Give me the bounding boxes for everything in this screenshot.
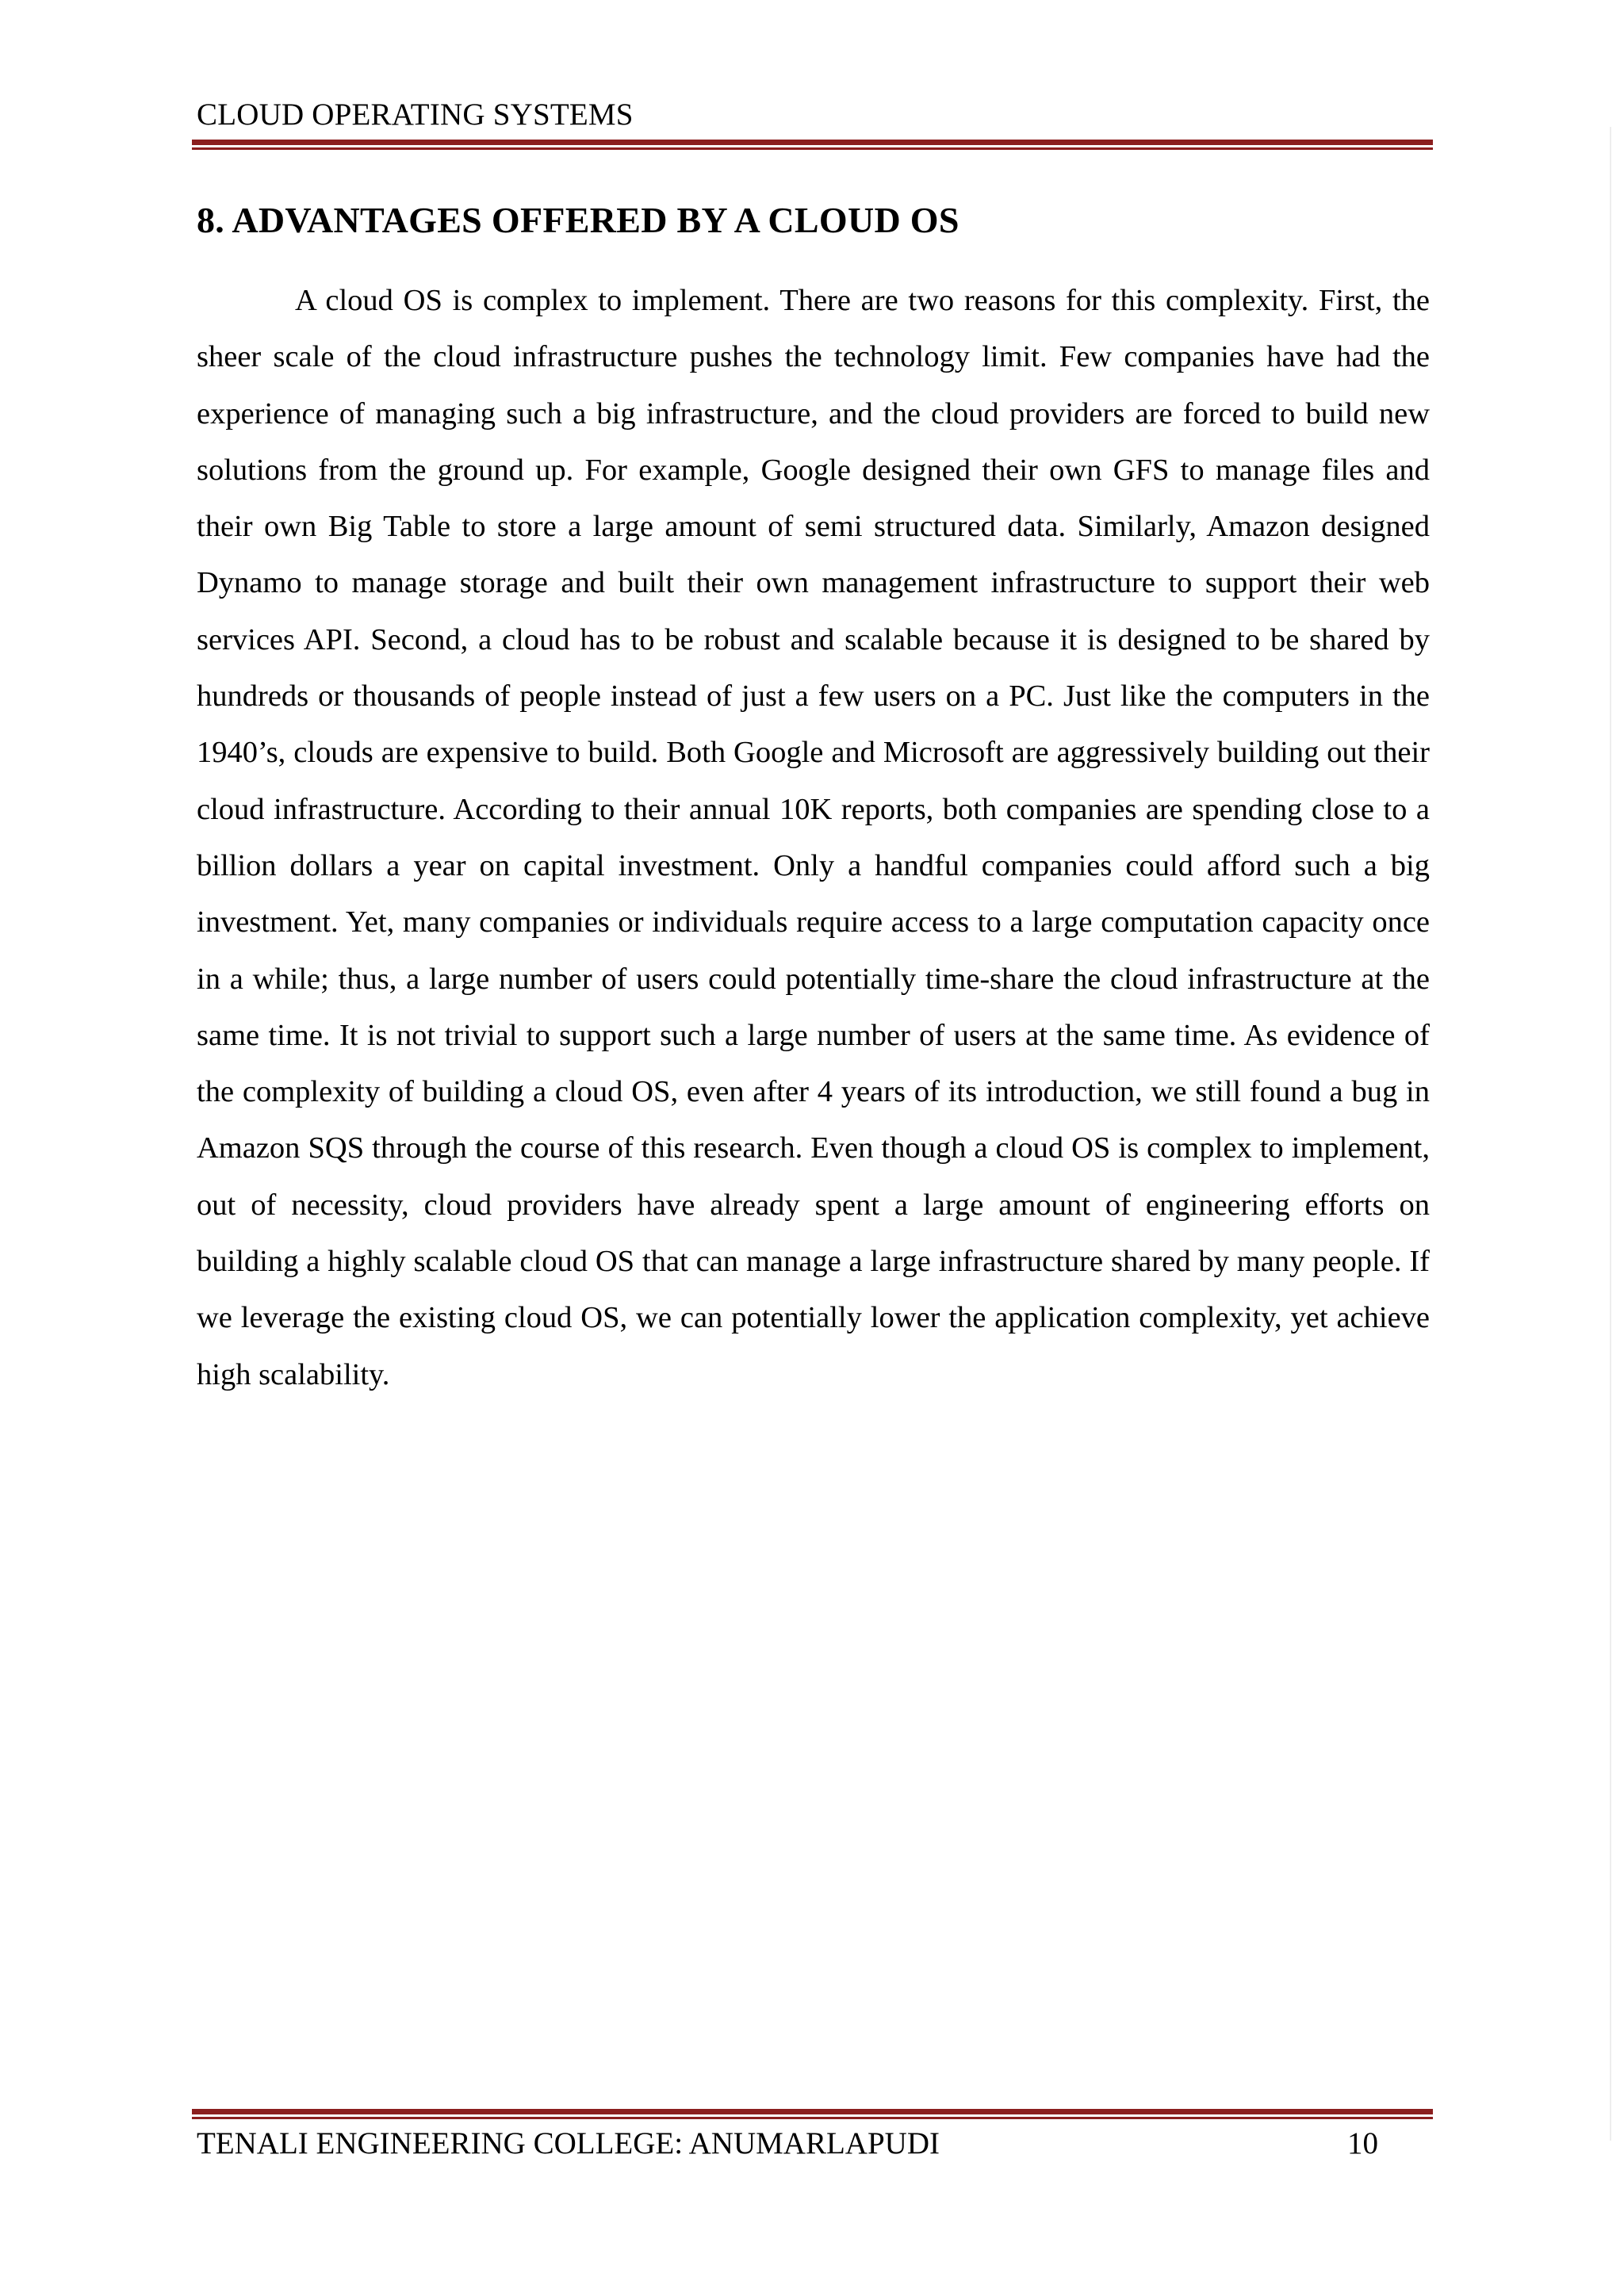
header-rule-thick-line [192,140,1433,145]
section-heading: 8. ADVANTAGES OFFERED BY A CLOUD OS [197,200,959,240]
header-rule-thin-line [192,147,1433,150]
footer-institution: TENALI ENGINEERING COLLEGE: ANUMARLAPUDI [197,2126,940,2160]
body-paragraph: A cloud OS is complex to implement. There are two reasons for this complexity. First, the sheer scale of the cloud infrastructure pushes the technology limit. Few companies have had the experience of managing such a big infrastructure, and the cloud providers are forced to build new solutions from the ground up. For example, Google designed their own GFS to manage files and their own Big Table to store a large amount of semi structured data. Similarly, Amazon designed Dynamo to manage storage and built their own management infrastructure to support their web services API. Second, a cloud has to be robust and scalable because it is designed to be shared by hundreds or thousands of people instead of just a few users on a PC. Just like the computers in the 1940’s, clouds are expensive to build. Both Google and Microsoft are aggressively building out their cloud infrastructure. According to their annual 10K reports, both companies are spending close to a billion dollars a year on capital investment. Only a handful companies could afford such a big investment. Yet, many companies or individuals require access to a large computation capacity once in a while; thus, a large number of users could potentially time-share the cloud infrastructure at the same time. It is not trivial to support such a large number of users at the same time. As evidence of the complexity of building a cloud OS, even after 4 years of its introduction, we still found a bug in Amazon SQS through the course of this research. Even though a cloud OS is complex to implement, out of necessity, cloud providers have already spent a large amount of engineering efforts on building a highly scalable cloud OS that can manage a large infrastructure shared by many people. If we leverage the existing cloud OS, we can potentially lower the application complexity, yet achieve high scalability. [197,284,1430,1391]
page-edge-shadow [1610,127,1611,2141]
footer-rule-thick-line [192,2109,1433,2114]
page-number: 10 [1347,2126,1378,2160]
running-header: CLOUD OPERATING SYSTEMS [197,98,634,132]
footer-rule-thin-line [192,2117,1433,2119]
header-rule [192,140,1433,150]
running-footer [197,2126,1378,2162]
footer-rule [192,2109,1433,2119]
